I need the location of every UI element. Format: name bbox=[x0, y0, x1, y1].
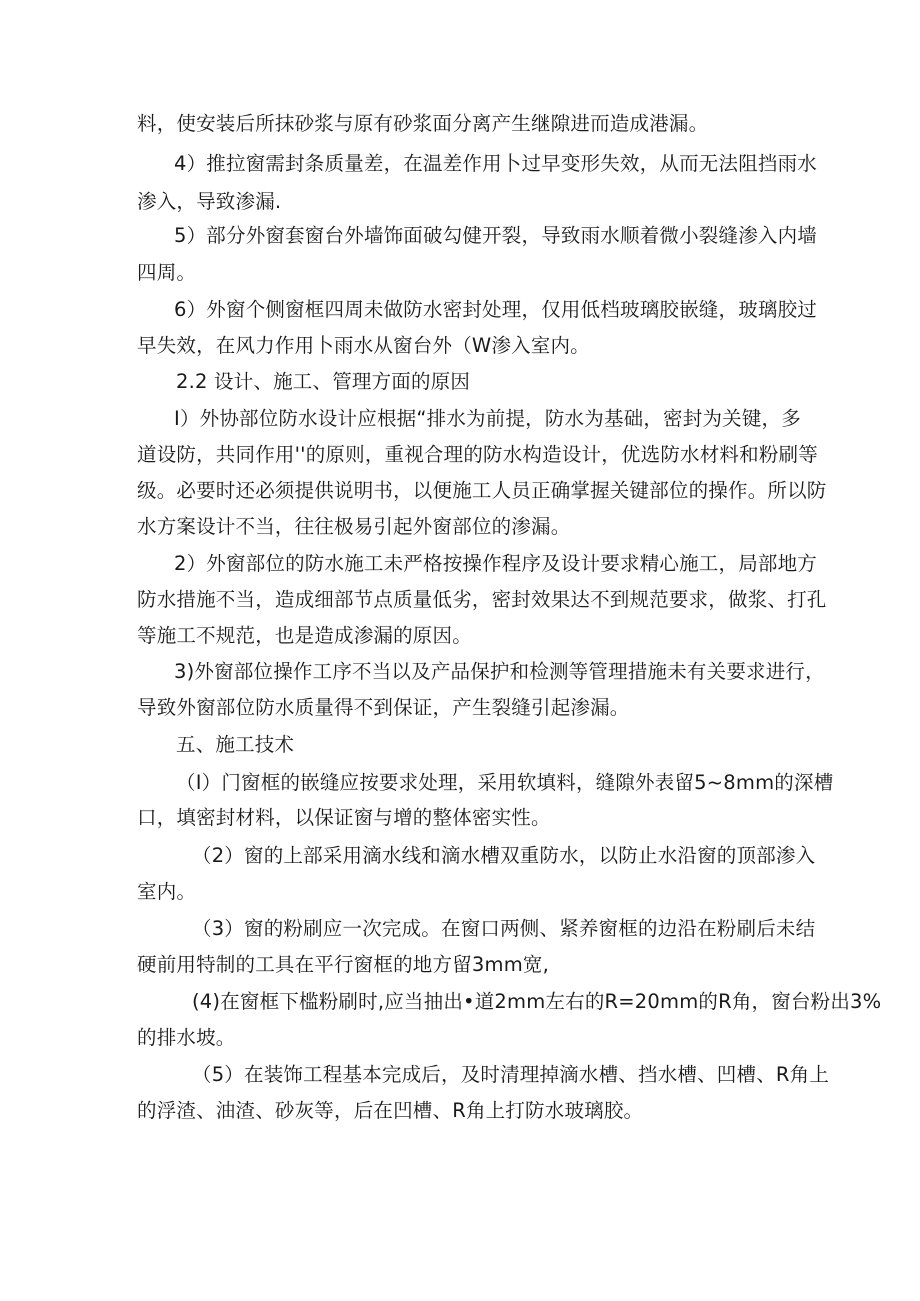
text-line: 料，使安装后所抹砂浆与原有砂浆面分离产生继隙进而造成港漏。 bbox=[137, 112, 709, 135]
text-line: 道设防，共同作用''的原则，重视合理的防水构造设计，优选防水材料和粉刷等 bbox=[137, 443, 818, 466]
text-line: （2）窗的上部采用滴水线和滴水槽双重防水，以防止水沿窗的顶部渗入 bbox=[192, 844, 816, 867]
text-line: 渗入，导致渗漏. bbox=[137, 190, 282, 213]
text-line: 防水措施不当，造成细部节点质量低劣，密封效果达不到规范要求，做浆、打孔 bbox=[137, 588, 827, 611]
text-line: 等施工不规范，也是造成渗漏的原因。 bbox=[137, 624, 472, 647]
text-line: 6）外窗个侧窗框四周未做防水密封处理，仅用低档玻璃胶嵌缝，玻璃胶过 bbox=[174, 298, 818, 321]
text-line: (4)在窗框下槛粉刷时,应当抽出•道2mm左右的R=20mm的R角，窗台粉出3% bbox=[192, 990, 882, 1013]
text-line: （3）窗的粉刷应一次完成。在窗口两侧、紧养窗框的边沿在粉刷后未结 bbox=[192, 917, 816, 940]
text-line: 早失效，在风力作用卜雨水从窗台外（W渗入室内。 bbox=[137, 334, 590, 357]
text-line: 导致外窗部位防水质量得不到保证，产生裂缝引起渗漏。 bbox=[137, 696, 630, 719]
text-line: 3)外窗部位操作工序不当以及产品保护和检测等管理措施未有关要求进行， bbox=[174, 660, 825, 683]
text-line: 室内。 bbox=[137, 880, 197, 903]
text-line: 四周。 bbox=[137, 261, 197, 284]
text-line: 4）推拉窗需封条质量差，在温差作用卜过早变形失效，从而无法阻挡雨水 bbox=[174, 152, 818, 175]
text-line: （5）在装饰工程基本完成后，及时清理掉滴水槽、挡水槽、凹槽、R角上 bbox=[192, 1063, 830, 1086]
text-line: 水方案设计不当，往往极易引起外窗部位的渗漏。 bbox=[137, 515, 571, 538]
text-line: 5）部分外窗套窗台外墙饰面破勾健开裂，导致雨水顺着微小裂缝渗入内墙 bbox=[174, 224, 818, 247]
section-heading: 五、施工技术 bbox=[176, 733, 295, 756]
text-line: （I）门窗框的嵌缝应按要求处理，采用软填料，缝隙外表留5~8mm的深槽 bbox=[176, 771, 834, 794]
section-heading: 2.2 设计、施工、管理方面的原因 bbox=[176, 370, 471, 393]
text-line: 的浮渣、油渣、砂灰等，后在凹槽、R角上打防水玻璃胶。 bbox=[137, 1099, 644, 1122]
text-line: I）外协部位防水设计应根据“排水为前提，防水为基础，密封为关键，多 bbox=[174, 407, 801, 430]
text-line: 级。必要时还必须提供说明书，以便施工人员正确掌握关键部位的操作。所以防 bbox=[137, 479, 827, 502]
text-line: 的排水坡。 bbox=[137, 1026, 236, 1049]
text-line: 2）外窗部位的防水施工未严格按操作程序及设计要求精心施工，局部地方 bbox=[174, 552, 818, 575]
text-line: 硬前用特制的工具在平行窗框的地方留3mm宽, bbox=[137, 953, 549, 976]
text-line: 口，填密封材料，以保证窗与增的整体密实性。 bbox=[137, 806, 551, 829]
